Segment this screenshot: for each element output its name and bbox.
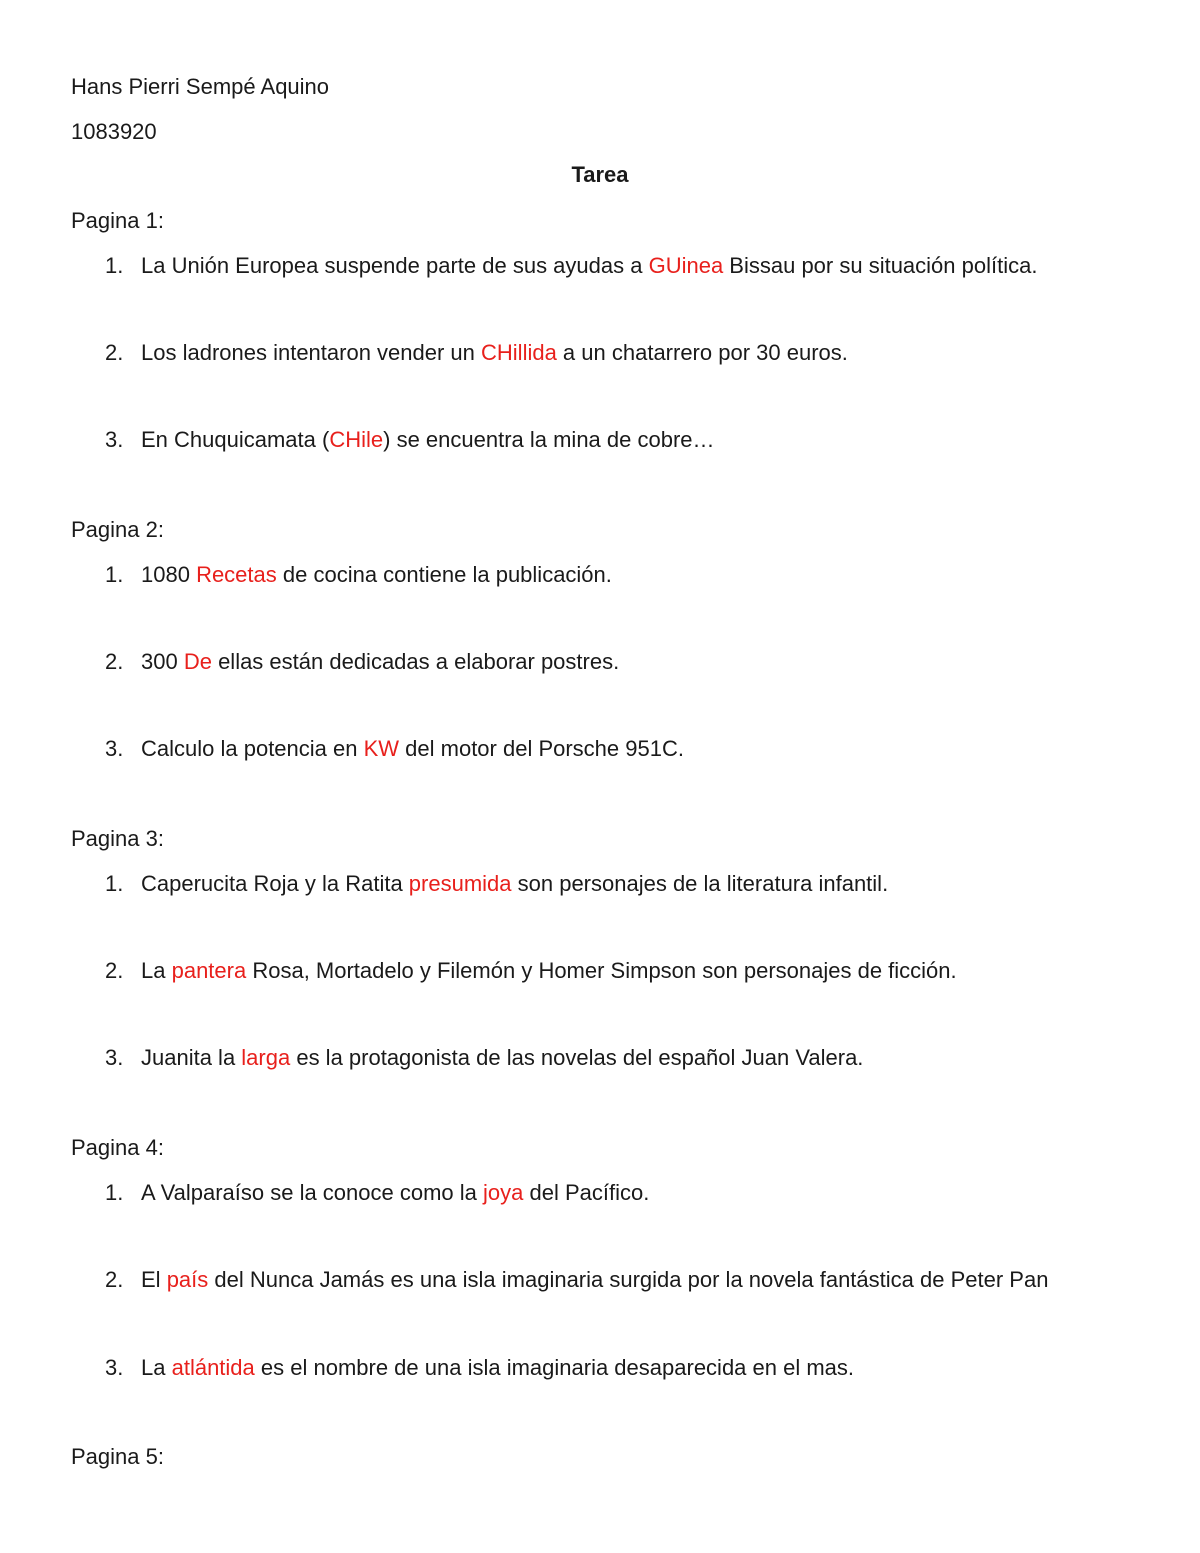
section-heading: Pagina 4: [71, 1135, 164, 1160]
list-item: 1. Caperucita Roja y la Ratita presumida son personajes de la literatura infantil. [105, 871, 889, 896]
list-item: 3. La atlántida es el nombre de una isla imaginaria desaparecida en el mas. [105, 1355, 855, 1380]
list-item: 1. A Valparaíso se la conoce como la joya del Pacífico. [105, 1180, 650, 1205]
highlight-word: GUinea [648, 253, 724, 278]
highlight-word: país [166, 1267, 209, 1292]
list-item: 3. Calculo la potencia en KW del motor del Porsche 951C. [105, 736, 684, 761]
highlight-word: atlántida [171, 1355, 255, 1380]
author-name: Hans Pierri Sempé Aquino [71, 74, 330, 99]
list-item: 3. En Chuquicamata (CHile) se encuentra la mina de cobre… [105, 427, 715, 452]
section-heading: Pagina 3: [71, 826, 164, 851]
highlight-word: CHillida [481, 340, 557, 365]
highlight-word: larga [241, 1045, 291, 1070]
section-heading: Pagina 2: [71, 517, 164, 542]
highlight-word: CHile [329, 427, 384, 452]
list-item: 1. La Unión Europea suspende parte de sus ayudas a GUinea Bissau por su situación política. [105, 253, 1038, 278]
list-item: 1. 1080 Recetas de cocina contiene la publicación. [105, 562, 612, 587]
list-item: 2. La pantera Rosa, Mortadelo y Filemón y Homer Simpson son personajes de ficción. [105, 958, 957, 983]
highlight-word: Recetas [196, 562, 277, 587]
list-item: 2. El país del Nunca Jamás es una isla imaginaria surgida por la novela fantástica de Peter Pan [105, 1267, 1049, 1292]
highlight-word: KW [363, 736, 400, 761]
list-item: 2. Los ladrones intentaron vender un CHillida a un chatarrero por 30 euros. [105, 340, 848, 365]
section-heading: Pagina 1: [71, 208, 164, 233]
section-heading: Pagina 5: [71, 1444, 164, 1469]
highlight-word: pantera [171, 958, 247, 983]
list-item: 2. 300 De ellas están dedicadas a elaborar postres. [105, 649, 620, 674]
list-item: 3. Juanita la larga es la protagonista de las novelas del español Juan Valera. [105, 1045, 864, 1070]
highlight-word: presumida [408, 871, 512, 896]
document-title: Tarea [571, 162, 629, 187]
student-id: 1083920 [71, 119, 157, 144]
highlight-word: joya [483, 1180, 524, 1205]
highlight-word: De [183, 649, 212, 674]
